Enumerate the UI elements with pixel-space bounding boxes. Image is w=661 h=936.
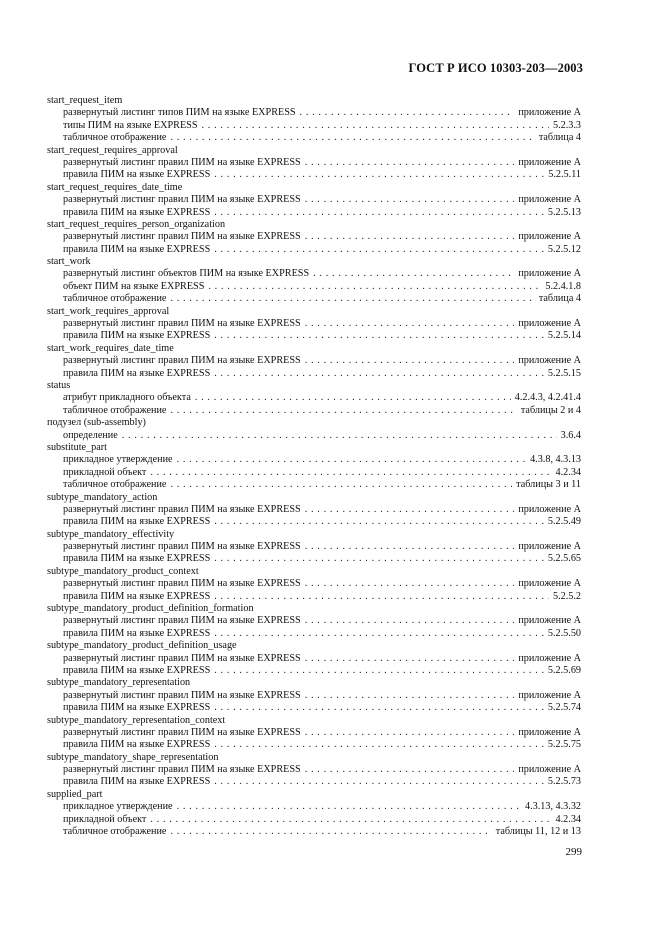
- index-term-label: start_request_requires_date_time: [47, 181, 183, 193]
- index-subentry: [47, 541, 581, 553]
- index-subentry: [47, 665, 581, 677]
- index-term: [47, 640, 581, 652]
- index-subentry: [47, 207, 581, 219]
- subentry-text: правила ПИМ на языке EXPRESS: [63, 739, 211, 751]
- dot-leader: [305, 653, 515, 665]
- index-subentry: [47, 318, 581, 330]
- subentry-text: развернутый листинг правил ПИМ на языке EXPRESS: [63, 764, 301, 776]
- dot-leader: [305, 194, 515, 206]
- index-subentry: [47, 727, 581, 739]
- index-term-label: subtype_mandatory_product_definition_usage: [47, 640, 237, 652]
- dot-leader: [305, 764, 515, 776]
- subentry-reference: приложение А: [518, 652, 581, 664]
- dot-leader: [195, 392, 511, 404]
- subentry-reference: приложение А: [518, 503, 581, 515]
- index-term: [47, 145, 581, 157]
- dot-leader: [202, 120, 549, 132]
- subentry-reference: 5.2.5.69: [547, 664, 581, 676]
- subentry-reference: 4.2.34: [555, 813, 581, 825]
- subentry-reference: 5.2.5.49: [547, 516, 581, 528]
- subentry-text: табличное отображение: [63, 404, 167, 416]
- subentry-text: правила ПИМ на языке EXPRESS: [63, 553, 211, 565]
- index-subentry: [47, 293, 581, 305]
- dot-leader: [313, 268, 514, 280]
- index-term: [47, 566, 581, 578]
- subentry-text: правила ПИМ на языке EXPRESS: [63, 516, 211, 528]
- index-subentry: [47, 653, 581, 665]
- index-subentry: [47, 107, 581, 119]
- dot-leader: [214, 776, 544, 788]
- dot-leader: [214, 591, 549, 603]
- index-term: [47, 219, 581, 231]
- dot-leader: [214, 368, 544, 380]
- subentry-reference: 4.2.4.3, 4.2.41.4: [514, 392, 581, 404]
- dot-leader: [300, 107, 515, 119]
- index-term: [47, 492, 581, 504]
- dot-leader: [305, 727, 515, 739]
- subentry-text: правила ПИМ на языке EXPRESS: [63, 169, 211, 181]
- index-term-label: start_work: [47, 256, 91, 268]
- subentry-text: правила ПИМ на языке EXPRESS: [63, 664, 211, 676]
- subentry-reference: 5.2.5.14: [547, 330, 581, 342]
- subentry-reference: 5.2.5.11: [548, 169, 581, 181]
- subentry-text: развернутый листинг правил ПИМ на языке EXPRESS: [63, 156, 301, 168]
- dot-leader: [214, 207, 544, 219]
- subentry-text: развернутый листинг правил ПИМ на языке EXPRESS: [63, 578, 301, 590]
- index-subentry: [47, 132, 581, 144]
- subentry-reference: приложение А: [518, 541, 581, 553]
- subentry-text: развернутый листинг правил ПИМ на языке EXPRESS: [63, 541, 301, 553]
- index-subentry: [47, 739, 581, 751]
- dot-leader: [214, 516, 544, 528]
- index-subentry: [47, 690, 581, 702]
- index-subentry: [47, 392, 581, 404]
- index-term: [47, 343, 581, 355]
- subentry-text: правила ПИМ на языке EXPRESS: [63, 330, 211, 342]
- index-term-label: start_work_requires_date_time: [47, 342, 174, 354]
- dot-leader: [214, 665, 544, 677]
- subentry-reference: приложение А: [518, 355, 581, 367]
- index-subentry: [47, 702, 581, 714]
- dot-leader: [305, 615, 515, 627]
- subentry-text: развернутый листинг правил ПИМ на языке EXPRESS: [63, 652, 301, 664]
- index-subentry: [47, 578, 581, 590]
- index-term-label: subtype_mandatory_shape_representation: [47, 751, 219, 763]
- index-subentry: [47, 467, 581, 479]
- subentry-text: правила ПИМ на языке EXPRESS: [63, 367, 211, 379]
- subentry-reference: приложение А: [518, 268, 581, 280]
- index-subentry: [47, 764, 581, 776]
- subentry-reference: 5.2.5.50: [547, 627, 581, 639]
- dot-leader: [214, 244, 544, 256]
- subentry-text: атрибут прикладного объекта: [63, 392, 191, 404]
- subentry-text: развернутый листинг правил ПИМ на языке EXPRESS: [63, 194, 301, 206]
- dot-leader: [170, 293, 534, 305]
- subentry-text: развернутый листинг типов ПИМ на языке EXPRESS: [63, 107, 296, 119]
- dot-leader: [170, 826, 491, 838]
- index-term-label: start_request_requires_approval: [47, 144, 178, 156]
- subentry-text: развернутый листинг правил ПИМ на языке EXPRESS: [63, 355, 301, 367]
- subentry-reference: 5.2.5.74: [547, 702, 581, 714]
- index-term-label: subtype_mandatory_product_context: [47, 565, 199, 577]
- subentry-text: типы ПИМ на языке EXPRESS: [63, 119, 198, 131]
- subentry-reference: приложение А: [518, 726, 581, 738]
- index-subentry: [47, 454, 581, 466]
- index-term-label: start_request_item: [47, 95, 123, 106]
- index-subentry: [47, 826, 581, 838]
- subentry-reference: 3.6.4: [560, 429, 581, 441]
- subentry-text: правила ПИМ на языке EXPRESS: [63, 243, 211, 255]
- index-subentry: [47, 268, 581, 280]
- subentry-text: определение: [63, 429, 118, 441]
- dot-leader: [305, 231, 515, 243]
- index-subentry: [47, 281, 581, 293]
- dot-leader: [122, 430, 557, 442]
- dot-leader: [305, 318, 515, 330]
- subentry-text: прикладное утверждение: [63, 454, 173, 466]
- index-subentry: [47, 169, 581, 181]
- dot-leader: [170, 405, 516, 417]
- dot-leader: [214, 739, 544, 751]
- dot-leader: [170, 132, 534, 144]
- page-number: 299: [565, 846, 582, 858]
- index-term-label: subtype_mandatory_action: [47, 491, 158, 503]
- index-list: [47, 95, 581, 838]
- dot-leader: [177, 801, 521, 813]
- index-subentry: [47, 368, 581, 380]
- subentry-text: табличное отображение: [63, 826, 167, 838]
- dot-leader: [305, 578, 515, 590]
- subentry-text: прикладное утверждение: [63, 801, 173, 813]
- subentry-reference: 4.2.34: [555, 466, 581, 478]
- index-subentry: [47, 516, 581, 528]
- subentry-text: правила ПИМ на языке EXPRESS: [63, 627, 211, 639]
- dot-leader: [305, 541, 515, 553]
- subentry-reference: приложение А: [518, 764, 581, 776]
- dot-leader: [208, 281, 541, 293]
- index-term: [47, 603, 581, 615]
- index-subentry: [47, 801, 581, 813]
- subentry-text: развернутый листинг объектов ПИМ на языке EXPRESS: [63, 268, 310, 280]
- dot-leader: [305, 355, 515, 367]
- subentry-reference: таблица 4: [538, 132, 581, 144]
- index-term: [47, 256, 581, 268]
- index-subentry: [47, 430, 581, 442]
- dot-leader: [305, 690, 515, 702]
- dot-leader: [214, 702, 544, 714]
- subentry-reference: приложение А: [518, 194, 581, 206]
- dot-leader: [305, 504, 515, 516]
- index-term: [47, 442, 581, 454]
- subentry-reference: приложение А: [518, 578, 581, 590]
- index-subentry: [47, 330, 581, 342]
- subentry-reference: приложение А: [518, 689, 581, 701]
- index-subentry: [47, 120, 581, 132]
- index-subentry: [47, 355, 581, 367]
- subentry-text: прикладной объект: [63, 813, 147, 825]
- dot-leader: [214, 553, 544, 565]
- dot-leader: [305, 157, 515, 169]
- index-term: [47, 380, 581, 392]
- subentry-reference: 5.2.5.65: [547, 553, 581, 565]
- subentry-reference: приложение А: [518, 231, 581, 243]
- index-subentry: [47, 615, 581, 627]
- dot-leader: [214, 628, 544, 640]
- subentry-text: развернутый листинг правил ПИМ на языке EXPRESS: [63, 231, 301, 243]
- subentry-reference: 4.3.13, 4.3.32: [524, 801, 581, 813]
- index-term-label: subtype_mandatory_effectivity: [47, 528, 175, 540]
- dot-leader: [214, 330, 544, 342]
- index-subentry: [47, 405, 581, 417]
- subentry-reference: 5.2.5.13: [547, 206, 581, 218]
- index-term-label: подузел (sub-assembly): [47, 417, 146, 429]
- subentry-reference: приложение А: [518, 318, 581, 330]
- index-term-label: substitute_part: [47, 441, 107, 453]
- dot-leader: [150, 467, 551, 479]
- subentry-text: объект ПИМ на языке EXPRESS: [63, 280, 205, 292]
- subentry-reference: таблицы 11, 12 и 13: [495, 826, 581, 838]
- index-subentry: [47, 504, 581, 516]
- subentry-reference: таблицы 2 и 4: [520, 404, 581, 416]
- index-term: [47, 715, 581, 727]
- subentry-text: правила ПИМ на языке EXPRESS: [63, 206, 211, 218]
- subentry-text: развернутый листинг правил ПИМ на языке EXPRESS: [63, 503, 301, 515]
- subentry-text: табличное отображение: [63, 479, 167, 491]
- subentry-text: правила ПИМ на языке EXPRESS: [63, 590, 211, 602]
- subentry-text: правила ПИМ на языке EXPRESS: [63, 776, 211, 788]
- index-term: [47, 182, 581, 194]
- index-subentry: [47, 628, 581, 640]
- index-term-label: subtype_mandatory_representation_context: [47, 714, 226, 726]
- subentry-reference: таблица 4: [538, 293, 581, 305]
- index-term-label: subtype_mandatory_representation: [47, 677, 191, 689]
- index-term: [47, 306, 581, 318]
- index-term: [47, 417, 581, 429]
- index-subentry: [47, 591, 581, 603]
- subentry-reference: 5.2.4.1.8: [545, 280, 581, 292]
- subentry-reference: 5.2.5.15: [547, 367, 581, 379]
- subentry-reference: 5.2.5.73: [547, 776, 581, 788]
- subentry-reference: приложение А: [518, 615, 581, 627]
- subentry-reference: 5.2.3.3: [552, 119, 581, 131]
- subentry-text: развернутый листинг правил ПИМ на языке EXPRESS: [63, 689, 301, 701]
- index-subentry: [47, 157, 581, 169]
- index-term-label: subtype_mandatory_product_definition_formation: [47, 603, 254, 615]
- subentry-reference: приложение А: [518, 107, 581, 119]
- subentry-reference: 5.2.5.12: [547, 243, 581, 255]
- dot-leader: [170, 479, 512, 491]
- index-subentry: [47, 244, 581, 256]
- index-term: [47, 529, 581, 541]
- index-term-label: start_request_requires_person_organization: [47, 218, 226, 230]
- subentry-text: табличное отображение: [63, 293, 167, 305]
- subentry-reference: 5.2.5.2: [552, 590, 581, 602]
- index-subentry: [47, 231, 581, 243]
- index-term-label: supplied_part: [47, 788, 103, 800]
- dot-leader: [150, 814, 551, 826]
- index-term: [47, 789, 581, 801]
- index-term-label: status: [47, 379, 71, 391]
- subentry-text: правила ПИМ на языке EXPRESS: [63, 702, 211, 714]
- subentry-reference: 5.2.5.75: [547, 739, 581, 751]
- subentry-text: развернутый листинг правил ПИМ на языке EXPRESS: [63, 726, 301, 738]
- index-term: [47, 95, 581, 107]
- subentry-text: развернутый листинг правил ПИМ на языке EXPRESS: [63, 318, 301, 330]
- index-subentry: [47, 479, 581, 491]
- subentry-text: прикладной объект: [63, 466, 147, 478]
- subentry-reference: таблицы 3 и 11: [516, 479, 581, 491]
- dot-leader: [177, 454, 527, 466]
- index-term-label: start_work_requires_approval: [47, 305, 170, 317]
- subentry-reference: приложение А: [518, 156, 581, 168]
- subentry-text: табличное отображение: [63, 132, 167, 144]
- subentry-text: развернутый листинг правил ПИМ на языке EXPRESS: [63, 615, 301, 627]
- index-subentry: [47, 194, 581, 206]
- dot-leader: [214, 169, 544, 181]
- index-term: [47, 752, 581, 764]
- index-subentry: [47, 814, 581, 826]
- subentry-reference: 4.3.8, 4.3.13: [530, 454, 581, 466]
- index-subentry: [47, 776, 581, 788]
- index-term: [47, 677, 581, 689]
- index-subentry: [47, 553, 581, 565]
- page-header: ГОСТ Р ИСО 10303-203—2003: [408, 61, 583, 75]
